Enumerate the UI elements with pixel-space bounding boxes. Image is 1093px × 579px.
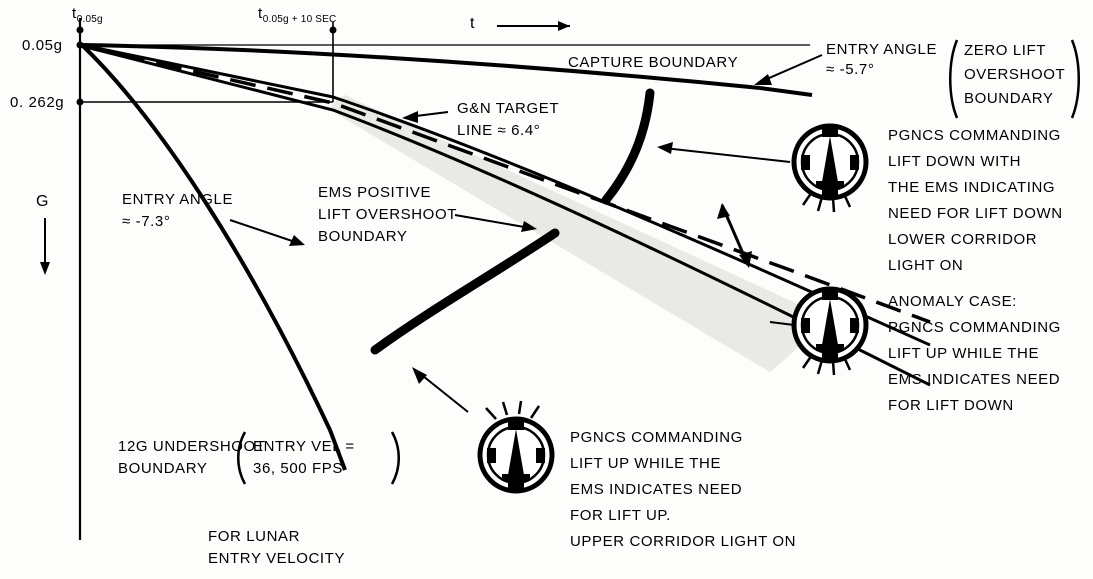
zero-lift-paren-line-3: BOUNDARY <box>964 90 1054 107</box>
x-tick-t10-sub: 0.05g + 10 SEC <box>262 14 337 25</box>
ems-positive-line-1: EMS POSITIVE <box>318 184 432 201</box>
ems-positive-line-2: LIFT OVERSHOOT <box>318 206 457 223</box>
entry-angle-57-value: ≈ -5.7° <box>826 61 875 78</box>
x-tick-t10-letter: t <box>258 5 263 22</box>
ems-gauge-middle <box>794 289 866 375</box>
entry-vel-line-2: 36, 500 FPS <box>253 460 343 477</box>
zero-lift-paren-line-2: OVERSHOOT <box>964 66 1066 83</box>
trajectory-stroke-lower <box>375 233 555 350</box>
callout-middle-line-4: EMS INDICATES NEED <box>888 371 1061 388</box>
undershoot-line-2: BOUNDARY <box>118 460 208 477</box>
callout-bottom-line-1: PGNCS COMMANDING <box>570 429 743 446</box>
x-tick-t0-letter: t <box>72 5 77 22</box>
entry-angle-73-leader <box>230 220 305 246</box>
callout-bottom-line-3: EMS INDICATES NEED <box>570 481 743 498</box>
callout-middle-line-3: LIFT UP WHILE THE <box>888 345 1040 362</box>
gn-target-leader <box>402 111 448 123</box>
callout-top-line-6: LIGHT ON <box>888 257 964 274</box>
callout-top-line-1: PGNCS COMMANDING <box>888 127 1061 144</box>
callout-top-line-3: THE EMS INDICATING <box>888 179 1056 196</box>
callout-top-line-2: LIFT DOWN WITH <box>888 153 1022 170</box>
x-axis-label: t <box>470 15 476 32</box>
bottom-callout-leader <box>412 367 468 412</box>
zero-lift-paren-line-1: ZERO LIFT <box>964 42 1047 59</box>
y-tick-005g: 0.05g <box>22 37 63 54</box>
entry-angle-73-label: ENTRY ANGLE <box>122 191 234 208</box>
capture-boundary-curve-tail <box>760 88 812 95</box>
gn-target-value: LINE ≈ 6.4° <box>457 122 541 139</box>
y-tick-0262g: 0. 262g <box>10 94 65 111</box>
callout-bottom-line-4: FOR LIFT UP. <box>570 507 671 524</box>
callout-middle-line-1: ANOMALY CASE: <box>888 293 1017 310</box>
x-tick-t0-main <box>72 4 103 29</box>
entry-vel-line-1: ENTRY VEL = <box>253 438 355 455</box>
undershoot-line-1: 12G UNDERSHOOT <box>118 438 266 455</box>
callout-middle-line-2: PGNCS COMMANDING <box>888 319 1061 336</box>
g-axis-arrow-head <box>40 262 50 275</box>
callout-bottom-line-2: LIFT UP WHILE THE <box>570 455 722 472</box>
gn-target-label: G&N TARGET <box>457 100 560 117</box>
callout-bottom-line-5: UPPER CORRIDOR LIGHT ON <box>570 533 797 550</box>
y-axis-label: G <box>36 193 50 210</box>
footer-line-1: FOR LUNAR <box>208 528 301 545</box>
tick-dot-0262g <box>77 99 84 106</box>
ems-gauge-top <box>794 126 866 212</box>
entry-angle-57-leader <box>754 55 822 85</box>
callout-middle-line-5: FOR LIFT DOWN <box>888 397 1014 414</box>
footer-line-2: ENTRY VELOCITY <box>208 550 346 567</box>
t-axis-arrow-head <box>558 21 570 31</box>
trajectory-stroke-upper <box>606 93 650 200</box>
ems-positive-line-3: BOUNDARY <box>318 228 408 245</box>
top-callout-leader <box>657 142 790 162</box>
x-tick-t0-sub: 0.05g <box>76 14 103 25</box>
ems-gauge-bottom <box>480 401 552 491</box>
shaded-corridor-band <box>333 95 828 355</box>
capture-boundary-label: CAPTURE BOUNDARY <box>568 54 739 71</box>
callout-top-line-4: NEED FOR LIFT DOWN <box>888 205 1063 222</box>
entry-angle-73-value: ≈ -7.3° <box>122 213 171 230</box>
callout-top-line-5: LOWER CORRIDOR <box>888 231 1038 248</box>
entry-angle-57-label: ENTRY ANGLE <box>826 41 938 58</box>
x-tick-t10-main <box>258 4 336 29</box>
